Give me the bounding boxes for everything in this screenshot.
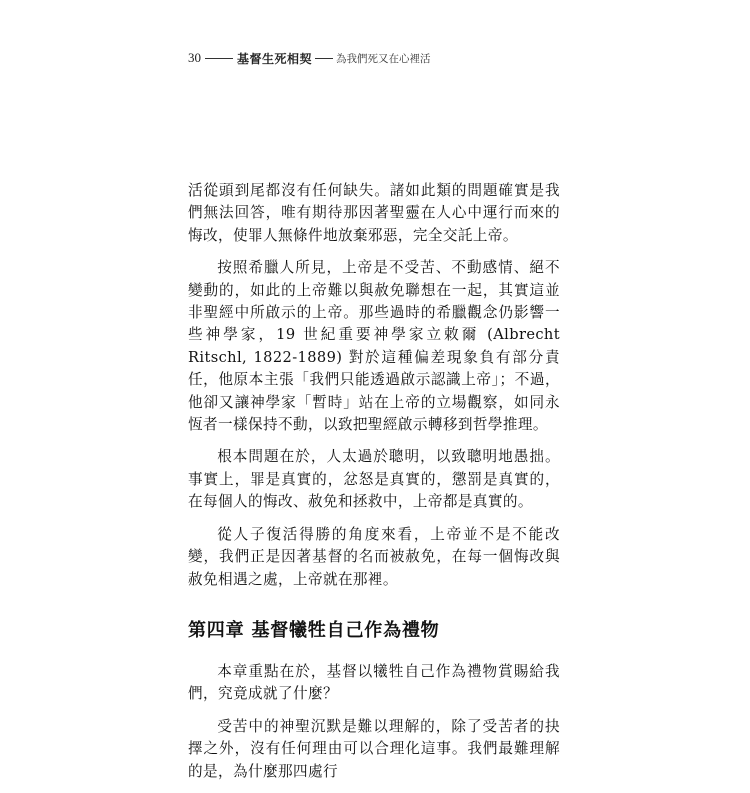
body-paragraph: 根本問題在於，人太過於聰明，以致聰明地愚拙。事實上，罪是真實的，忿怒是真實的，懲罰是真實的，在每個人的悔改、赦免和拯救中，上帝都是真實的。 xyxy=(188,448,560,511)
running-head xyxy=(188,48,431,68)
header-rule xyxy=(205,58,233,59)
book-title: 基督生死相契 xyxy=(237,51,313,66)
header-rule-short xyxy=(315,58,333,59)
body-paragraph: 從人子復活得勝的角度來看，上帝並不是不能改變，我們正是因著基督的名而被赦免，在每一個悔改與赦免相遇之處，上帝就在那裡。 xyxy=(188,525,560,588)
page-number: 30 xyxy=(188,50,201,65)
body-paragraph: 本章重點在於，基督以犧牲自己作為禮物賞賜給我們，究竟成就了什麼？ xyxy=(188,662,560,703)
chapter-heading: 第四章 基督犧牲自己作為禮物 xyxy=(188,619,440,641)
body-paragraph: 按照希臘人所見，上帝是不受苦、不動感情、絕不變動的，如此的上帝難以與赦免聯想在一起，其實這並非聖經中所啟示的上帝。那些過時的希臘觀念仍影響一些神學家，19 世紀重要神學家立敕爾 (Albrecht Ritschl, 1822-1889) 對於這種偏差現象負有部分責任，他原本主張「我們只能透過啟示認識上帝」；不過，他卻又讓神學家「暫時」站在上帝的立場觀察，如同永恆者一樣保持不動，以致把聖經啟示轉移到哲學推理。 xyxy=(188,259,560,434)
book-subtitle: 為我們死又在心裡活 xyxy=(336,52,431,65)
body-paragraph-continued: 活從頭到尾都沒有任何缺失。諸如此類的問題確實是我們無法回答，唯有期待那因著聖靈在人心中運行而來的悔改，使罪人無條件地放棄邪惡，完全交託上帝。 xyxy=(188,182,560,244)
page-body xyxy=(188,180,560,793)
body-paragraph: 受苦中的神聖沉默是難以理解的，除了受苦者的抉擇之外，沒有任何理由可以合理化這事。我們最難理解的是，為什麼那四處行 xyxy=(188,717,560,780)
